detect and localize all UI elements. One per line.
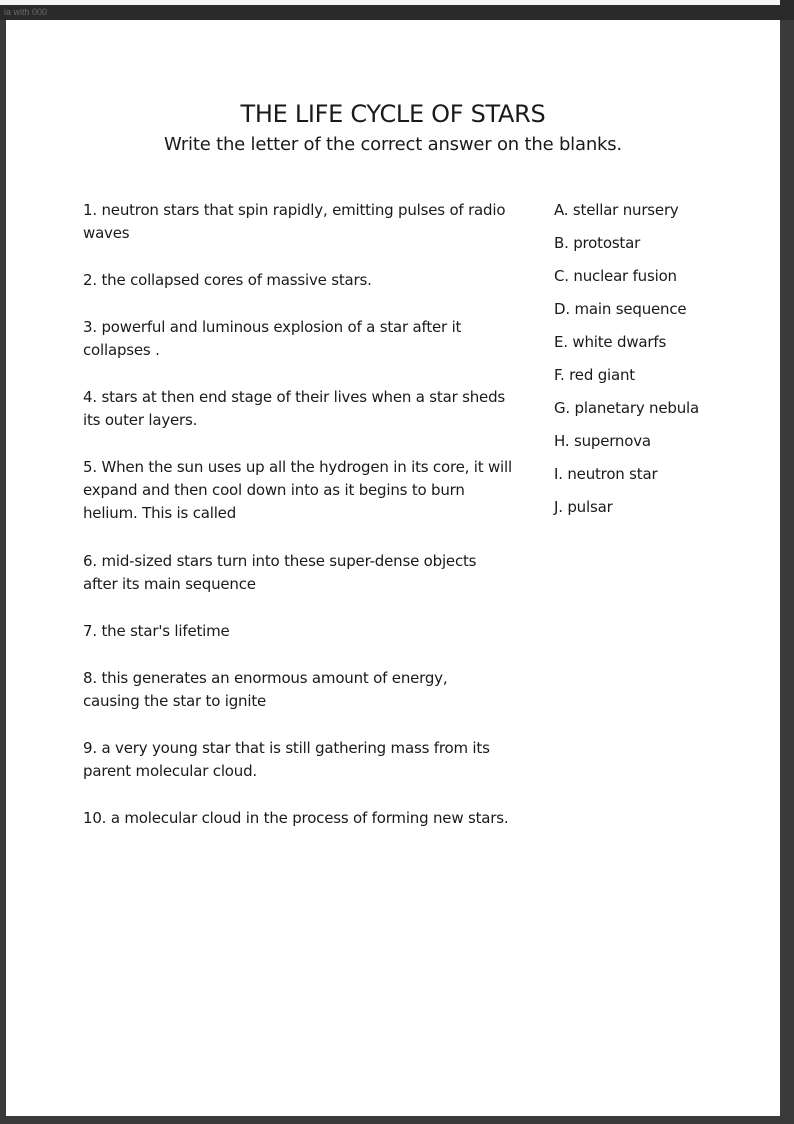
choice-g: G. planetary nebula [554,399,699,417]
question-10: 10. a molecular cloud in the process of forming new stars. [83,809,509,827]
previous-page-edge [0,0,780,5]
choice-e: E. white dwarfs [554,333,667,351]
choice-b: B. protostar [554,234,641,252]
choice-c: C. nuclear fusion [554,267,677,285]
question-6: 6. mid-sized stars turn into these super-dense objects after its main sequence [83,552,477,593]
choice-f: F. red giant [554,366,635,384]
worksheet-instructions: Write the letter of the correct answer on the blanks. [164,134,622,155]
worksheet-title: THE LIFE CYCLE OF STARS [240,100,546,128]
question-5: 5. When the sun uses up all the hydrogen in its core, it will expand and then cool down into as it begins to burn helium. This is called [83,458,512,522]
question-4: 4. stars at then end stage of their lives when a star sheds its outer layers. [83,388,505,429]
question-2: 2. the collapsed cores of massive stars. [83,271,372,289]
question-7: 7. the star's lifetime [83,622,230,640]
viewer-top-bar [0,0,794,20]
choice-j: J. pulsar [554,498,613,516]
question-9: 9. a very young star that is still gathering mass from its parent molecular cloud. [83,739,490,780]
choice-a: A. stellar nursery [554,201,679,219]
question-1: 1. neutron stars that spin rapidly, emitting pulses of radio waves [83,201,506,242]
choice-d: D. main sequence [554,300,687,318]
question-8: 8. this generates an enormous amount of energy, causing the star to ignite [83,669,448,710]
choice-i: I. neutron star [554,465,658,483]
worksheet-page [6,20,780,1116]
viewer-tab-label: ia with 000 [4,7,48,17]
choice-h: H. supernova [554,432,651,450]
question-3: 3. powerful and luminous explosion of a star after it collapses . [83,318,462,359]
viewer-right-gutter [780,20,794,1124]
